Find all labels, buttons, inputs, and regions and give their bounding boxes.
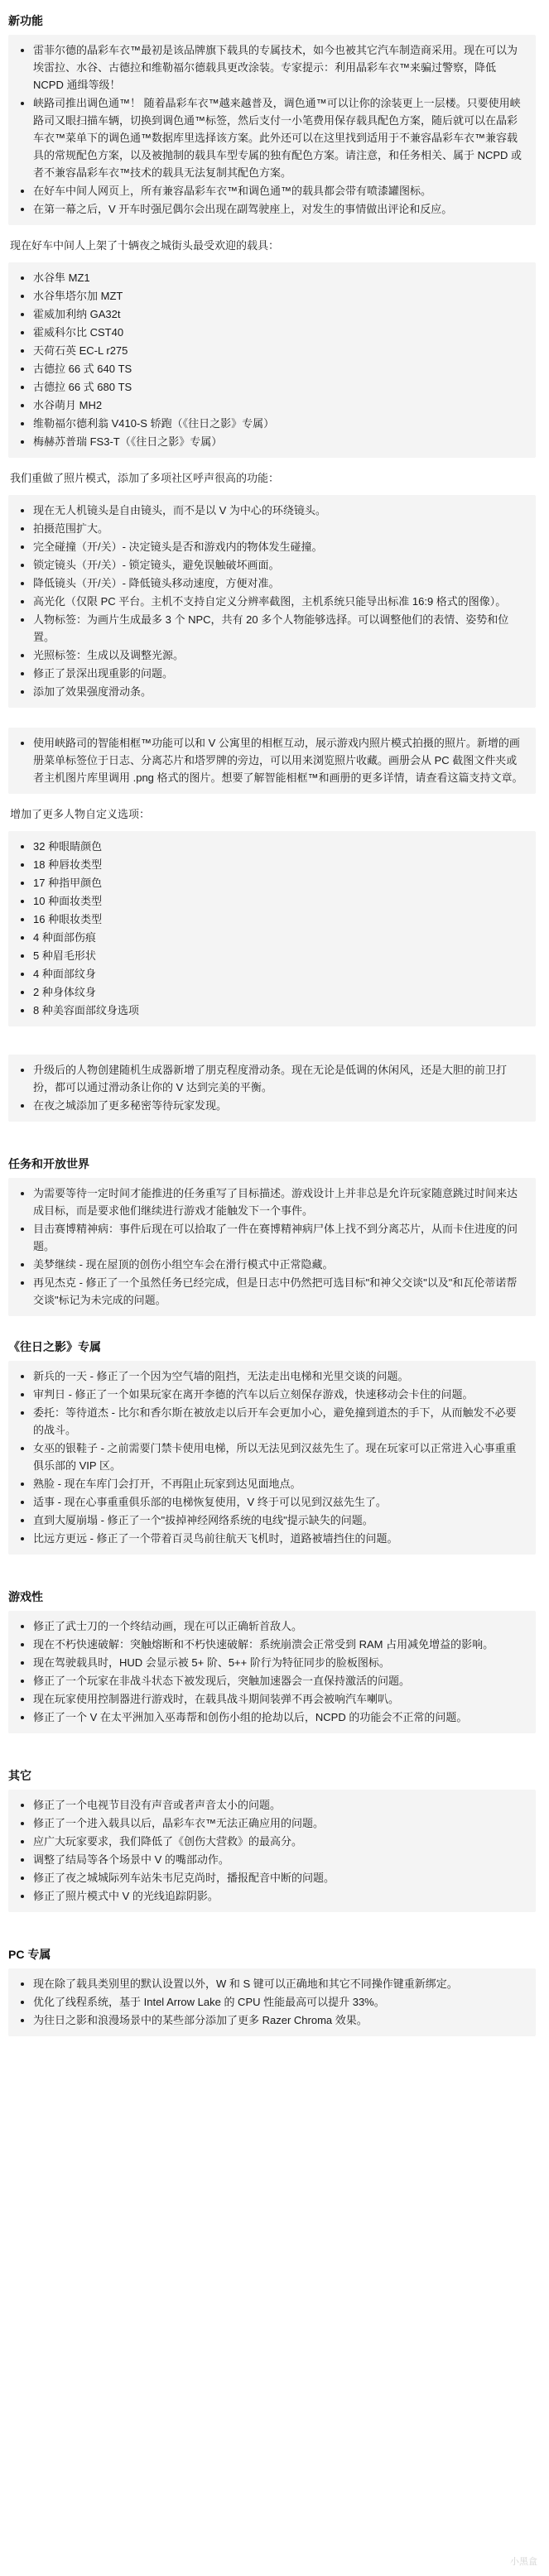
- list-item: • 霍威加利纳 GA32t: [33, 305, 524, 324]
- list-item: • 现在玩家使用控制器进行游戏时，在载具战斗期间装弹不再会被响汽车喇叭。: [33, 1690, 524, 1709]
- list-item: • 雷菲尔德的晶彩车衣™最初是该品牌旗下载具的专属技术，如今也被其它汽车制造商采用。现在可以为埃雷拉、水谷、古德拉和维勒福尔德载具更改涂装。专家提示：利用晶彩车衣™来骗过警察，降低 NCPD 通缉等级！: [33, 41, 524, 94]
- list-item: • 新兵的一天 - 修正了一个因为空气墙的阻挡，无法走出电梯和光里交谈的问题。: [33, 1367, 524, 1386]
- list-item: • 人物标签：为画片生成最多 3 个 NPC，共有 20 多个人物能够选择。可以调整他们的表情、姿势和位置。: [33, 611, 524, 646]
- vehicles-list: [17, 269, 524, 451]
- list-item: • 天荷石英 EC-L r275: [33, 342, 524, 360]
- frame-list: [17, 734, 524, 787]
- pc-list: [17, 1975, 524, 2030]
- list-item: • 拍摄范围扩大。: [33, 520, 524, 538]
- heading-new-features: 新功能: [8, 14, 43, 27]
- list-item: • 升级后的人物创建随机生成器新增了朋克程度滑动条。现在无论是低调的休闲风，还是大胆的前卫打扮，都可以通过滑动条让你的 V 达到完美的平衡。: [33, 1061, 524, 1097]
- list-item: • 现在不朽快速破解：突触熔断和不朽快速破解：系统崩溃会正常受到 RAM 占用减免增益的影响。: [33, 1636, 524, 1654]
- list-item: • 再见杰克 - 修正了一个虽然任务已经完成，但是日志中仍然把可选目标"和神父交谈"以及"和瓦伦蒂诺帮交谈"标记为未完成的问题。: [33, 1274, 524, 1310]
- list-item: • 使用峡路司的智能相框™功能可以和 V 公寓里的相框互动，展示游戏内照片模式拍摄的照片。新增的画册菜单标签位于日志、分离芯片和塔罗牌的旁边，可以用来浏览照片收藏。画册会从 PC 截图文件夹或者主机图片库里调用 .png 格式的图片。想要了解智能相框™和画册的更多详情，请查看这篇支持文章。: [33, 734, 524, 787]
- list-item: • 古德拉 66 式 640 TS: [33, 360, 524, 378]
- list-item: • 修正了一个进入载具以后，晶彩车衣™无法正确应用的问题。: [33, 1814, 524, 1833]
- list-item: • 8 种美容面部纹身选项: [33, 1002, 524, 1020]
- list-item: • 高光化（仅限 PC 平台。主机不支持自定义分辨率截图，主机系统只能导出标准 16:9 格式的图像）。: [33, 593, 524, 611]
- quests-list: [17, 1185, 524, 1310]
- new-features-box: [8, 35, 536, 225]
- custom-intro: 增加了更多人物自定义选项：: [10, 808, 151, 820]
- list-item: • 添加了效果强度滑动条。: [33, 683, 524, 701]
- list-item: • 降低镜头（开/关）- 降低镜头移动速度，方便对准。: [33, 574, 524, 593]
- other-box: [8, 1790, 536, 1912]
- list-item: • 光照标签：生成以及调整光源。: [33, 646, 524, 665]
- list-item: • 4 种面部伤痕: [33, 929, 524, 947]
- list-item: • 10 种面妆类型: [33, 892, 524, 911]
- section-pc: [8, 1945, 536, 2036]
- section-other: [8, 1766, 536, 1912]
- list-item: • 峡路司推出调色通™！ 随着晶彩车衣™越来越普及，调色通™可以让你的涂装更上一层楼。只要使用峡路司又眼扫描车辆，切换到调色通™标签，然后支付一小笔费用保存载具配色方案，随后就可以在晶彩车衣™菜单下的调色通™数据库里选择该方案。此外还可以在这里找到适用于不兼容晶彩车衣™兼容载具的常规配色方案，以及被抛制的载具车型专属的独有配色方案。请注意，和任务相关、属于 NCPD 或者不兼容晶彩车衣™技术的载具无法复制其配色方案。: [33, 94, 524, 182]
- list-item: • 古德拉 66 式 680 TS: [33, 378, 524, 396]
- list-item: • 应广大玩家要求，我们降低了《创伤大营救》的最高分。: [33, 1833, 524, 1851]
- vehicles-intro: 现在好车中间人上架了十辆夜之城街头最受欢迎的载具：: [10, 239, 280, 252]
- list-item: • 调整了结局等各个场景中 V 的嘴部动作。: [33, 1851, 524, 1869]
- list-item: • 审判日 - 修正了一个如果玩家在离开李德的汽车以后立刻保存游戏，快速移动会卡住的问题。: [33, 1386, 524, 1404]
- heading-pc: PC 专属: [8, 1948, 51, 1961]
- custom-box: [8, 831, 536, 1026]
- list-item: • 锁定镜头（开/关）- 锁定镜头，避免误触破坏画面。: [33, 556, 524, 574]
- watermark: 小黑盒: [510, 2557, 537, 2567]
- list-item: • 为往日之影和浪漫场景中的某些部分添加了更多 Razer Chroma 效果。: [33, 2011, 524, 2030]
- list-item: • 完全碰撞（开/关）- 决定镜头是否和游戏内的物体发生碰撞。: [33, 538, 524, 556]
- gameplay-list: [17, 1617, 524, 1727]
- list-item: • 16 种眼妆类型: [33, 911, 524, 929]
- other-list: [17, 1796, 524, 1906]
- list-item: • 修正了夜之城城际列车站朱韦尼克尚时，播报配音中断的问题。: [33, 1869, 524, 1887]
- heading-quests: 任务和开放世界: [8, 1157, 89, 1170]
- list-item: • 熟脸 - 现在车库门会打开，不再阻止玩家到达见面地点。: [33, 1475, 524, 1493]
- list-item: • 目击赛博精神病：事件后现在可以拾取了一件在赛博精神病尸体上找不到分离芯片，从而卡住进度的问题。: [33, 1220, 524, 1256]
- list-item: • 美梦继续 - 现在屋顶的创伤小组空车会在滑行模式中正常隐藏。: [33, 1256, 524, 1274]
- list-item: • 比远方更远 - 修正了一个带着百灵鸟前往航天飞机时，道路被墙挡住的问题。: [33, 1530, 524, 1548]
- list-item: • 维勒福尔德利翁 V410-S 轿跑（《往日之影》专属）: [33, 415, 524, 433]
- list-item: • 在夜之城添加了更多秘密等待玩家发现。: [33, 1097, 524, 1115]
- phantom-list: [17, 1367, 524, 1548]
- list-item: • 18 种唇妆类型: [33, 856, 524, 874]
- vehicles-box: [8, 262, 536, 458]
- list-item: • 修正了一个电视节目没有声音或者声音太小的问题。: [33, 1796, 524, 1814]
- photo-list: [17, 502, 524, 701]
- section-gameplay: [8, 1588, 536, 1733]
- custom-list: [17, 838, 524, 1020]
- list-item: • 直到大厦崩塌 - 修正了一个"拔掉神经网络系统的电线"提示缺失的问题。: [33, 1511, 524, 1530]
- list-item: • 女巫的银鞋子 - 之前需要门禁卡使用电梯，所以无法见到汉兹先生了。现在玩家可以正常进入心事重重俱乐部的 VIP 区。: [33, 1439, 524, 1475]
- list-item: • 梅赫苏普瑞 FS3-T（《往日之影》专属）: [33, 433, 524, 451]
- quests-box: [8, 1178, 536, 1316]
- list-item: • 现在除了载具类别里的默认设置以外，W 和 S 键可以正确地和其它不同操作键重新绑定。: [33, 1975, 524, 1993]
- list-item: • 水谷隼塔尔加 MZT: [33, 287, 524, 305]
- gameplay-box: [8, 1611, 536, 1733]
- photo-box: [8, 495, 536, 708]
- photo-intro: 我们重做了照片模式，添加了多项社区呼声很高的功能：: [10, 472, 280, 484]
- list-item: • 水谷萌月 MH2: [33, 396, 524, 415]
- list-item: • 4 种面部纹身: [33, 965, 524, 983]
- list-item: • 现在驾驶载具时，HUD 会显示被 5+ 阶、5++ 阶行为特征同步的脸板图标。: [33, 1654, 524, 1672]
- section-quests: [8, 1155, 536, 1316]
- list-item: • 在第一幕之后，V 开车时强尼偶尔会出现在副驾驶座上，对发生的事情做出评论和反应。: [33, 200, 524, 219]
- phantom-box: [8, 1361, 536, 1555]
- list-item: • 17 种指甲颜色: [33, 874, 524, 892]
- section-phantom: [8, 1338, 536, 1555]
- list-item: • 修正了武士刀的一个终结动画，现在可以正确斩首敌人。: [33, 1617, 524, 1636]
- heading-gameplay: 游戏性: [8, 1590, 43, 1603]
- frame-box: [8, 728, 536, 794]
- list-item: • 修正了一个 V 在太平洲加入巫毒帮和创伤小组的抢劫以后，NCPD 的功能会不正常的问题。: [33, 1709, 524, 1727]
- pc-box: [8, 1968, 536, 2036]
- misc-box: [8, 1055, 536, 1122]
- list-item: • 适事 - 现在心事重重俱乐部的电梯恢复使用，V 终于可以见到汉兹先生了。: [33, 1493, 524, 1511]
- new-features-list: [17, 41, 524, 219]
- list-item: • 水谷隼 MZ1: [33, 269, 524, 287]
- list-item: • 为需要等待一定时间才能推进的任务重写了目标描述。游戏设计上并非总是允许玩家随意跳过时间来达成目标，而是要求他们继续进行游戏才能触发下一个事件。: [33, 1185, 524, 1220]
- list-item: • 32 种眼睛颜色: [33, 838, 524, 856]
- misc-list: [17, 1061, 524, 1115]
- list-item: • 5 种眉毛形状: [33, 947, 524, 965]
- list-item: • 修正了照片模式中 V 的光线追踪阴影。: [33, 1887, 524, 1906]
- list-item: • 现在无人机镜头是自由镜头，而不是以 V 为中心的环绕镜头。: [33, 502, 524, 520]
- list-item: • 霍威科尔比 CST40: [33, 324, 524, 342]
- list-item: • 委托：等待道杰 - 比尔和香尔斯在被放走以后开车会更加小心，避免撞到道杰的手下，从而触发不必要的战斗。: [33, 1404, 524, 1439]
- heading-other: 其它: [8, 1769, 31, 1782]
- list-item: • 修正了景深出现重影的问题。: [33, 665, 524, 683]
- heading-phantom: 《往日之影》专属: [8, 1340, 101, 1353]
- list-item: • 优化了线程系统，基于 Intel Arrow Lake 的 CPU 性能最高可以提升 33%。: [33, 1993, 524, 2011]
- list-item: • 2 种身体纹身: [33, 983, 524, 1002]
- list-item: • 修正了一个玩家在非战斗状态下被发现后，突触加速器会一直保持激活的问题。: [33, 1672, 524, 1690]
- list-item: • 在好车中间人网页上，所有兼容晶彩车衣™和调色通™的载具都会带有喷漆罐图标。: [33, 182, 524, 200]
